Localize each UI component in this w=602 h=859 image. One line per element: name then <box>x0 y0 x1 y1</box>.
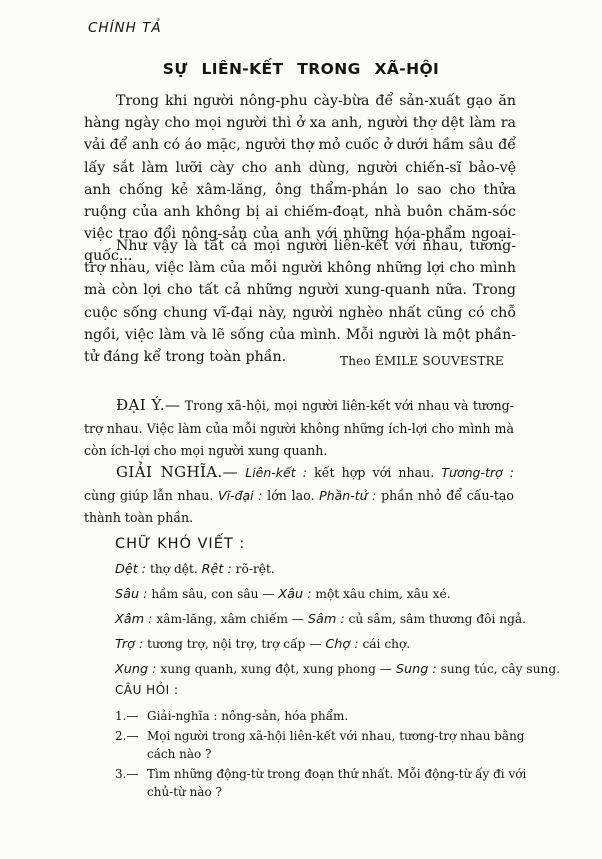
attribution: Theo ÉMILE SOUVESTRE <box>340 354 504 368</box>
gloss-def: cùng giúp lẫn nhau. <box>84 487 214 503</box>
spelling-word-a: Sâu : <box>115 587 148 602</box>
chu-kho-viet-heading: CHỮ KHÓ VIẾT : <box>115 536 246 552</box>
giai-nghia-section <box>84 461 514 530</box>
spelling-examples-b: cái chợ. <box>362 637 411 651</box>
spelling-word-a: Trợ : <box>115 637 144 652</box>
spelling-examples-a: thợ dệt. <box>150 562 198 576</box>
gloss-def: lớn lao. <box>267 487 315 503</box>
question-text: Giải-nghĩa : nông-sản, hóa phẩm. <box>147 709 349 723</box>
gloss-term: Phần-tử : <box>319 487 377 503</box>
paragraph-2: Như vậy là tất cả mọi người liên-kết với nhau, tương-trợ nhau, việc làm của mỗi người không những lợi cho mình mà còn lợi cho tất cả những người xung-quanh nữa. Trong cuộc sống chung vĩ-đại này, người nghèo nhất cũng có chỗ ngồi, việc làm và lẽ sống của mình. Mỗi người là một phần-tử đáng kể trong toàn phần. <box>84 238 516 366</box>
question-item <box>115 708 535 726</box>
spelling-word-a: Xung : <box>115 662 157 677</box>
cau-hoi-heading: CÂU HỎI : <box>115 683 179 697</box>
giai-nghia-label: GIẢI NGHĨA.— <box>116 463 239 481</box>
spelling-word-b: Sâm : <box>307 612 345 627</box>
spelling-line <box>115 637 410 652</box>
spelling-word-b: Xâu : <box>278 587 312 602</box>
section-label: CHÍNH TẢ <box>88 20 162 36</box>
spelling-word-b: Sung : <box>395 662 437 677</box>
spelling-examples-b: củ sâm, sâm thương đôi ngả. <box>348 612 527 626</box>
spelling-line <box>115 587 451 602</box>
spelling-examples-a: tương trợ, nội trợ, trợ cấp — <box>147 637 322 651</box>
spelling-examples-b: một xâu chim, xâu xé. <box>315 587 451 601</box>
page-title: SỰ LIÊN-KẾT TRONG XÃ-HỘI <box>162 60 440 78</box>
spelling-examples-a: xâm-lăng, xâm chiếm — <box>156 612 304 626</box>
gloss-term: Liên-kết : <box>245 465 307 480</box>
spelling-examples-b: rõ-rệt. <box>235 562 275 576</box>
question-number: 2.— <box>115 729 139 743</box>
gloss-def: phần nhỏ để cấu-tạo thành toàn phần. <box>84 487 515 525</box>
gloss-def: kết hợp với nhau. <box>314 465 435 480</box>
dai-y-text: Trong xã-hội, mọi người liên-kết với nhau và tương-trợ nhau. Việc làm của mỗi người không những ích-lợi cho mình mà còn ích-lợi cho mọi người xung quanh. <box>84 398 514 458</box>
gloss-term: Vĩ-đại : <box>218 487 263 503</box>
spelling-word-b: Chợ : <box>325 637 359 652</box>
spelling-line <box>115 562 275 577</box>
dai-y-section <box>84 394 514 463</box>
question-text: Mọi người trong xã-hội liên-kết với nhau, tương-trợ nhau bằng cách nào ? <box>147 729 525 761</box>
spelling-examples-b: sung túc, cây sung. <box>440 662 561 676</box>
question-item <box>115 728 535 763</box>
spelling-examples-a: hầm sâu, con sâu — <box>151 587 275 601</box>
spelling-word-a: Xâm : <box>115 612 153 627</box>
question-number: 3.— <box>115 767 139 781</box>
question-text: Tìm những động-từ trong đoạn thứ nhất. Mỗi động-từ ấy đi với chủ-từ nào ? <box>147 767 527 799</box>
spelling-word-b: Rệt : <box>201 562 232 577</box>
gloss-term: Tương-trợ : <box>441 465 514 480</box>
spelling-line <box>115 662 560 677</box>
paragraph-1: Trong khi người nông-phu cày-bừa để sản-xuất gạo ăn hàng ngày cho mọi người thì ở xa anh, người thợ dệt làm ra vải để anh có áo mặc, người thợ mỏ cuốc ở dưới hầm sâu để lấy sắt làm lưỡi cày cho anh dùng, người chiến-sĩ bảo-vệ anh chống kẻ xâm-lăng, ông thẩm-phán lo sao cho thửa ruộng của anh không bị ai chiếm-đoạt, nhà buôn chăm-sóc việc trao đổi nông-sản của anh với những hóa-phẩm ngoại-quốc... <box>84 93 516 265</box>
spelling-examples-a: xung quanh, xung đột, xung phong — <box>160 662 392 676</box>
spelling-word-a: Dệt : <box>115 562 147 577</box>
question-item <box>115 766 535 801</box>
question-number: 1.— <box>115 709 139 723</box>
dai-y-label: ĐẠI Ý.— <box>116 396 181 414</box>
spelling-line <box>115 612 526 627</box>
